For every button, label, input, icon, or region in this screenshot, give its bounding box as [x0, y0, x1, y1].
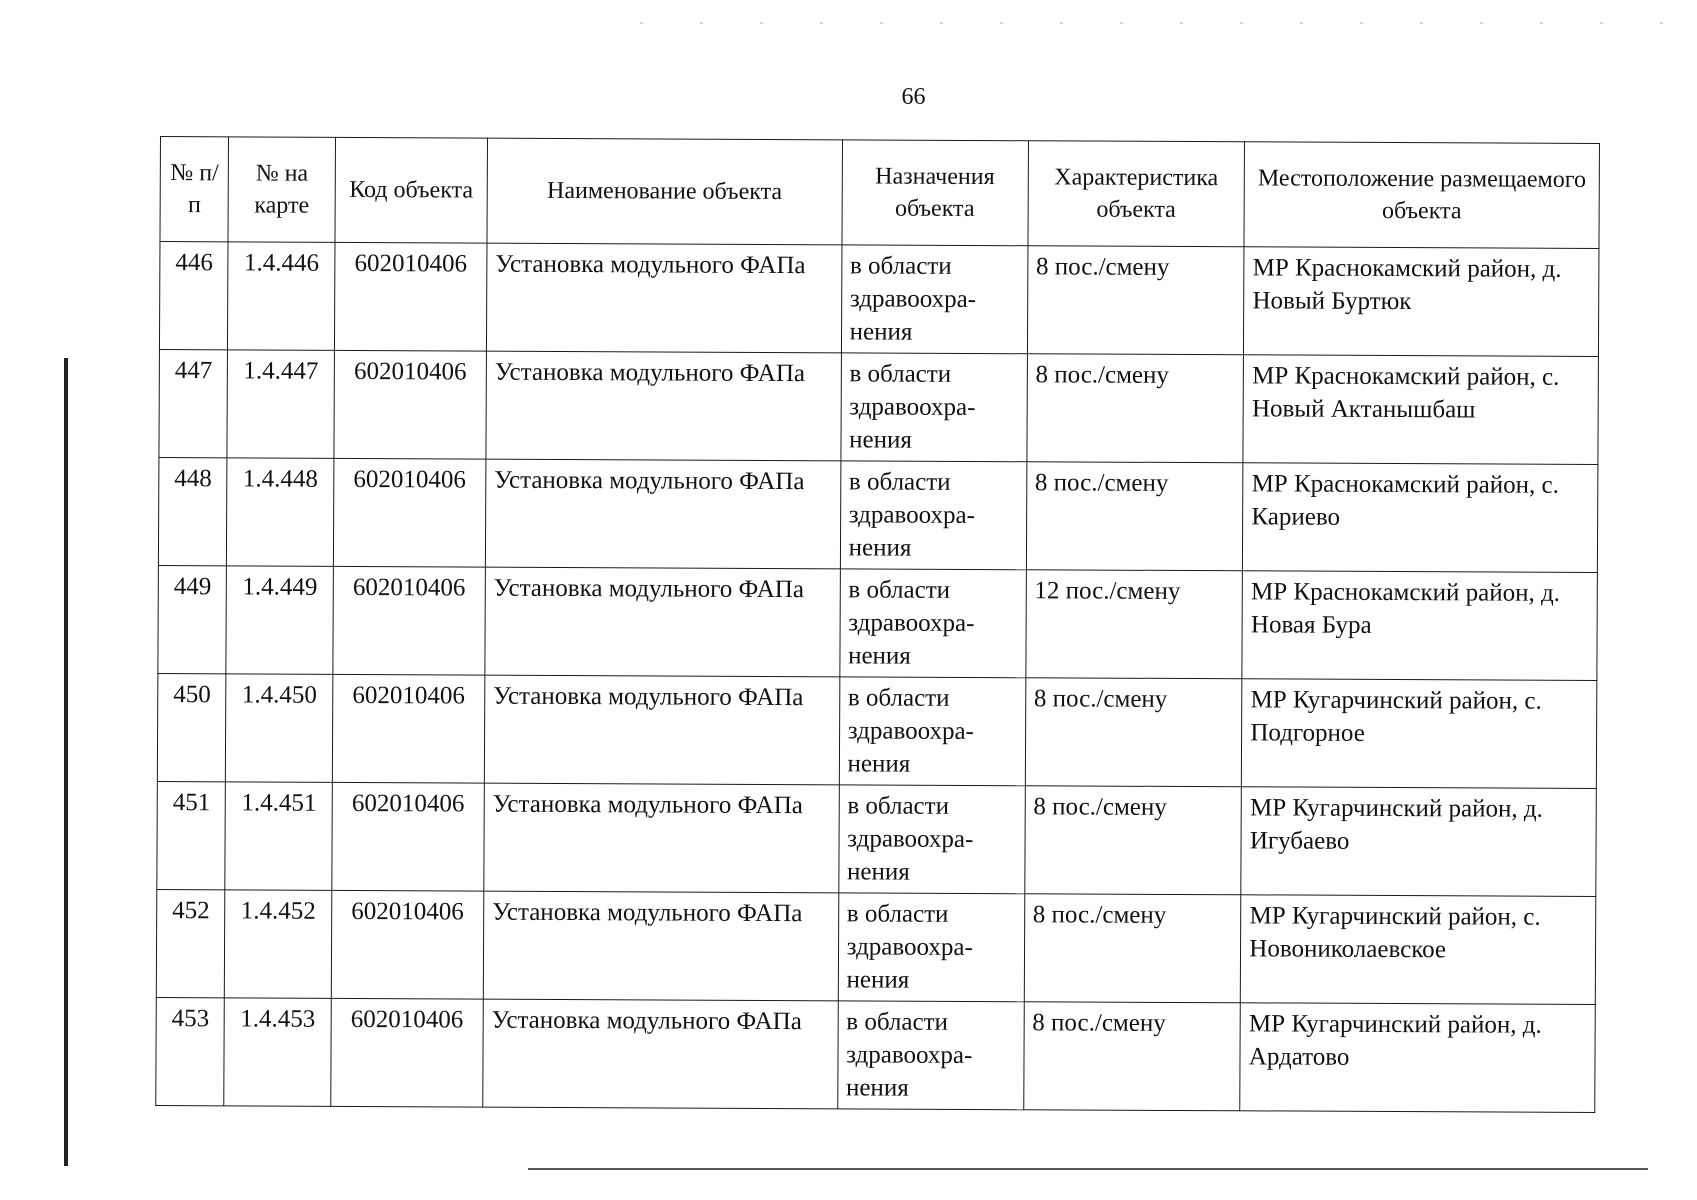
- cell-location: МР Краснокамский район, д. Новая Бура: [1242, 571, 1597, 681]
- header-location: Местоположение размещаемого объекта: [1244, 142, 1599, 249]
- cell-num: 452: [156, 889, 225, 997]
- cell-name: Установка модульного ФАПа: [483, 891, 838, 1001]
- page-number: 66: [901, 84, 926, 110]
- cell-code: 602010406: [333, 566, 486, 675]
- cell-map-num: 1.4.449: [226, 566, 333, 675]
- header-name: Наименование объекта: [487, 138, 842, 245]
- cell-name: Установка модульного ФАПа: [483, 999, 838, 1109]
- cell-num: 453: [156, 997, 225, 1105]
- cell-characteristic: 8 пос./смену: [1027, 354, 1244, 463]
- cell-characteristic: 8 пос./смену: [1023, 1002, 1240, 1111]
- table-row: [157, 781, 1597, 896]
- cell-characteristic: 12 пос./смену: [1026, 570, 1243, 679]
- cell-location: МР Краснокамский район, с. Новый Актанышбаш: [1243, 355, 1598, 465]
- cell-characteristic: 8 пос./смену: [1024, 894, 1241, 1003]
- cell-purpose: в области здравоохра-нения: [840, 461, 1027, 570]
- cell-purpose: в области здравоохра-нения: [841, 245, 1028, 354]
- cell-num: 451: [157, 781, 226, 889]
- cell-num: 447: [159, 349, 228, 457]
- cell-location: МР Кугарчинский район, с. Новониколаевское: [1241, 895, 1596, 1005]
- cell-purpose: в области здравоохра-нения: [837, 1001, 1024, 1110]
- cell-characteristic: 8 пос./смену: [1025, 678, 1242, 787]
- cell-name: Установка модульного ФАПа: [484, 675, 839, 785]
- cell-name: Установка модульного ФАПа: [484, 783, 839, 893]
- cell-location: МР Краснокамский район, д. Новый Буртюк: [1244, 247, 1599, 357]
- cell-purpose: в области здравоохра-нения: [839, 677, 1026, 786]
- cell-purpose: в области здравоохра-нения: [838, 893, 1025, 1002]
- header-num: № п/п: [160, 137, 229, 242]
- cell-purpose: в области здравоохра-нения: [838, 785, 1025, 894]
- cell-map-num: 1.4.451: [225, 782, 332, 891]
- table-row: [156, 997, 1596, 1112]
- table-row: [156, 889, 1596, 1004]
- cell-purpose: в области здравоохра-нения: [840, 569, 1027, 678]
- header-code: Код объекта: [335, 137, 488, 243]
- cell-location: МР Кугарчинский район, с. Подгорное: [1242, 679, 1597, 789]
- cell-map-num: 1.4.447: [227, 350, 334, 459]
- cell-location: МР Кугарчинский район, д. Ардатово: [1240, 1003, 1595, 1113]
- cell-num: 446: [159, 242, 228, 350]
- cell-code: 602010406: [331, 890, 484, 999]
- cell-code: 602010406: [332, 674, 485, 783]
- header-purpose: Назначения объекта: [842, 140, 1029, 246]
- table-row: [158, 565, 1598, 680]
- cell-name: Установка модульного ФАПа: [485, 459, 840, 569]
- cell-map-num: 1.4.453: [224, 998, 331, 1107]
- cell-purpose: в области здравоохра-нения: [841, 353, 1028, 462]
- cell-num: 449: [158, 565, 227, 673]
- cell-code: 602010406: [334, 350, 487, 459]
- cell-map-num: 1.4.448: [227, 458, 334, 567]
- cell-characteristic: 8 пос./смену: [1026, 462, 1243, 571]
- cell-characteristic: 8 пос./смену: [1027, 246, 1244, 355]
- table-row: [159, 242, 1599, 357]
- table-header-row: [160, 137, 1599, 249]
- header-map-num: № на карте: [228, 137, 335, 243]
- cell-name: Установка модульного ФАПа: [486, 351, 841, 461]
- cell-location: МР Краснокамский район, с. Кариево: [1243, 463, 1598, 573]
- cell-map-num: 1.4.450: [226, 674, 333, 783]
- table-row: [158, 457, 1598, 572]
- objects-table: [155, 136, 1600, 1113]
- cell-num: 448: [158, 457, 227, 565]
- cell-num: 450: [157, 673, 226, 781]
- cell-map-num: 1.4.452: [225, 890, 332, 999]
- cell-code: 602010406: [332, 782, 485, 891]
- header-characteristic: Характеристика объекта: [1028, 141, 1245, 247]
- cell-location: МР Кугарчинский район, д. Игубаево: [1241, 787, 1596, 897]
- table-row: [157, 673, 1597, 788]
- table-row: [159, 349, 1599, 464]
- scan-bottom-rule: [528, 1168, 1648, 1170]
- scan-specks: [640, 22, 1690, 24]
- cell-code: 602010406: [334, 242, 487, 351]
- cell-code: 602010406: [333, 458, 486, 567]
- cell-name: Установка модульного ФАПа: [485, 567, 840, 677]
- cell-code: 602010406: [331, 998, 484, 1107]
- cell-name: Установка модульного ФАПа: [486, 243, 841, 353]
- cell-characteristic: 8 пос./смену: [1024, 786, 1241, 895]
- cell-map-num: 1.4.446: [228, 242, 335, 351]
- scan-margin-bar: [64, 358, 68, 1166]
